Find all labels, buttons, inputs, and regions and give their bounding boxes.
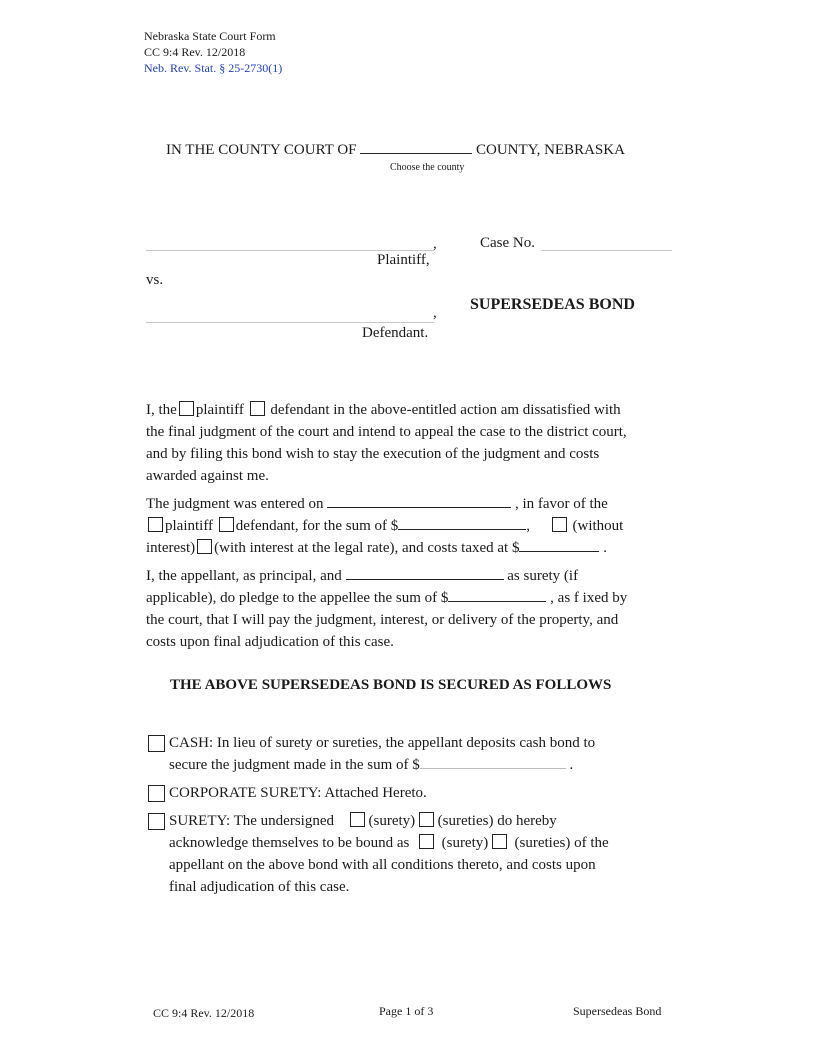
plaintiff-label: Plaintiff,	[377, 252, 430, 268]
case-no-label: Case No.	[480, 235, 535, 251]
footer-form-id: CC 9:4 Rev. 12/2018	[153, 1006, 255, 1020]
pledge-sum-field[interactable]	[448, 589, 546, 602]
court-prefix: IN THE COUNTY COURT OF	[166, 142, 357, 158]
versus-label: vs.	[146, 272, 164, 288]
cash-checkbox[interactable]	[148, 735, 165, 752]
bound-sureties-checkbox[interactable]	[492, 834, 507, 849]
statement-paragraph: I, the plaintiff defendant in the above-entitled action am dissatisfied with the final judgment of the court and intend to appeal the case to the district court, and by filing this bond wish to stay the execution of the judgment and costs awarded against me.	[146, 402, 627, 484]
county-hint: Choose the county	[390, 162, 465, 173]
undersigned-surety-checkbox[interactable]	[350, 812, 365, 827]
case-no-field[interactable]	[541, 236, 672, 251]
form-source: Nebraska State Court Form	[144, 29, 276, 43]
defendant-name-field[interactable]	[146, 309, 434, 323]
bound-surety-checkbox[interactable]	[419, 834, 434, 849]
surety-checkbox[interactable]	[148, 813, 165, 830]
cash-amount-field[interactable]	[420, 756, 566, 769]
defendant-checkbox[interactable]	[250, 401, 265, 416]
court-suffix: COUNTY, NEBRASKA	[476, 142, 625, 158]
favor-plaintiff-checkbox[interactable]	[148, 517, 163, 532]
statute-link[interactable]: Neb. Rev. Stat. § 25-2730(1)	[144, 61, 283, 75]
corporate-surety-option: CORPORATE SURETY: Attached Hereto.	[148, 782, 668, 804]
surety-name-field[interactable]	[346, 567, 504, 580]
without-interest-checkbox[interactable]	[552, 517, 567, 532]
cash-option: CASH: In lieu of surety or sureties, the appellant deposits cash bond to secure the judgment made in the sum of $ .	[148, 732, 668, 776]
judgment-paragraph: The judgment was entered on , in favor of the plaintiff defendant, for the sum of $ , (without interest) (with interest at the legal rate), and costs taxed at $ .	[146, 496, 624, 556]
plaintiff-checkbox[interactable]	[179, 401, 194, 416]
form-revision: CC 9:4 Rev. 12/2018	[144, 45, 246, 59]
surety-option: SURETY: The undersigned (surety) (sureties) do hereby acknowledge themselves to be bound as (surety) (sureties) of the appellant on the above bond with all conditions thereto, and costs upon final adjudication of this case.	[148, 810, 668, 898]
secured-heading: THE ABOVE SUPERSEDEAS BOND IS SECURED AS FOLLOWS	[170, 677, 612, 693]
court-line	[166, 141, 625, 159]
favor-defendant-checkbox[interactable]	[219, 517, 234, 532]
county-field[interactable]	[360, 141, 472, 154]
with-interest-checkbox[interactable]	[197, 539, 212, 554]
undersigned-sureties-checkbox[interactable]	[419, 812, 434, 827]
judgment-sum-field[interactable]	[398, 517, 526, 530]
footer-page-number: Page 1 of 3	[379, 1004, 434, 1018]
plaintiff-comma: ,	[433, 236, 437, 252]
form-header	[144, 28, 282, 76]
plaintiff-name-field[interactable]	[146, 236, 434, 251]
judgment-date-field[interactable]	[327, 495, 511, 508]
pledge-paragraph: I, the appellant, as principal, and as surety (if applicable), do pledge to the appellee the sum of $ , as f ixed by the court, that I will pay the judgment, interest, or delivery of the property, and costs upon final adjudication of this case.	[146, 568, 628, 650]
defendant-label: Defendant.	[362, 325, 429, 341]
footer-doc-title: Supersedeas Bond	[573, 1004, 662, 1018]
corporate-surety-checkbox[interactable]	[148, 785, 165, 802]
document-title: SUPERSEDEAS BOND	[470, 296, 635, 313]
costs-taxed-field[interactable]	[519, 539, 599, 552]
defendant-comma: ,	[433, 305, 437, 321]
